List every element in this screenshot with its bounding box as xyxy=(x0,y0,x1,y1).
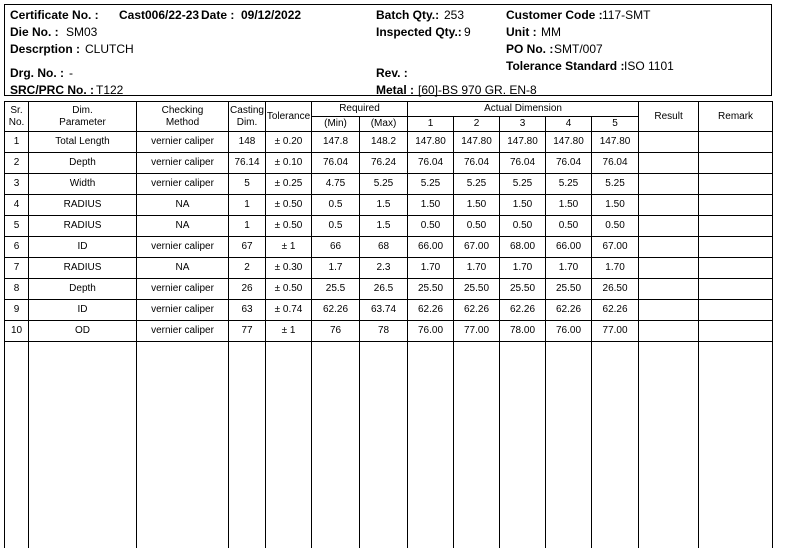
result-cell xyxy=(639,237,699,258)
sr-cell: 4 xyxy=(5,195,29,216)
remark-cell xyxy=(699,153,773,174)
unit-value: MM xyxy=(541,25,561,39)
method-cell: vernier caliper xyxy=(137,153,229,174)
actual-2-cell: 0.50 xyxy=(454,216,500,237)
max-cell: 26.5 xyxy=(360,279,408,300)
actual-3-cell: 1.50 xyxy=(500,195,546,216)
actual-5-cell: 5.25 xyxy=(592,174,639,195)
customer-value: 117-SMT xyxy=(602,8,650,22)
actual-1-cell: 25.50 xyxy=(408,279,454,300)
remark-cell xyxy=(699,132,773,153)
actual-5-cell: 0.50 xyxy=(592,216,639,237)
table-row xyxy=(5,153,773,174)
method-cell: vernier caliper xyxy=(137,300,229,321)
max-cell: 76.24 xyxy=(360,153,408,174)
actual-4-cell: 1.50 xyxy=(546,195,592,216)
table-row xyxy=(5,237,773,258)
casting-cell: 5 xyxy=(229,174,266,195)
result-cell xyxy=(639,174,699,195)
sr-cell: 6 xyxy=(5,237,29,258)
actual-5-cell: 62.26 xyxy=(592,300,639,321)
min-cell: 4.75 xyxy=(312,174,360,195)
table-blank-area xyxy=(5,342,773,548)
result-cell xyxy=(639,153,699,174)
src-value: T122 xyxy=(96,83,123,97)
actual-4-cell: 25.50 xyxy=(546,279,592,300)
actual-2-cell: 77.00 xyxy=(454,321,500,342)
actual-3-cell: 68.00 xyxy=(500,237,546,258)
actual-1-cell: 1.50 xyxy=(408,195,454,216)
param-cell: ID xyxy=(29,300,137,321)
actual-4-cell: 0.50 xyxy=(546,216,592,237)
table-row xyxy=(5,174,773,195)
min-cell: 76 xyxy=(312,321,360,342)
actual-2-cell: 76.04 xyxy=(454,153,500,174)
actual-5-cell: 1.50 xyxy=(592,195,639,216)
actual-5-cell: 76.04 xyxy=(592,153,639,174)
remark-cell xyxy=(699,279,773,300)
col-casting-header: Casting Dim. xyxy=(229,102,266,132)
max-cell: 1.5 xyxy=(360,216,408,237)
result-cell xyxy=(639,132,699,153)
po-label: PO No. : xyxy=(506,42,553,56)
col-actual-4-header: 4 xyxy=(546,117,592,132)
actual-2-cell: 1.50 xyxy=(454,195,500,216)
actual-4-cell: 5.25 xyxy=(546,174,592,195)
customer-label: Customer Code : xyxy=(506,8,603,22)
result-cell xyxy=(639,300,699,321)
actual-3-cell: 5.25 xyxy=(500,174,546,195)
actual-2-cell: 62.26 xyxy=(454,300,500,321)
method-cell: NA xyxy=(137,216,229,237)
po-value: SMT/007 xyxy=(554,42,603,56)
sr-cell: 5 xyxy=(5,216,29,237)
method-cell: vernier caliper xyxy=(137,279,229,300)
sr-cell: 9 xyxy=(5,300,29,321)
col-actual-5-header: 5 xyxy=(592,117,639,132)
table-row xyxy=(5,300,773,321)
description-label: Descrption : xyxy=(10,42,80,56)
date-label: Date : xyxy=(201,8,234,22)
sr-cell: 7 xyxy=(5,258,29,279)
param-cell: Depth xyxy=(29,279,137,300)
method-cell: vernier caliper xyxy=(137,132,229,153)
min-cell: 1.7 xyxy=(312,258,360,279)
casting-cell: 26 xyxy=(229,279,266,300)
casting-cell: 2 xyxy=(229,258,266,279)
sr-cell: 3 xyxy=(5,174,29,195)
sr-cell: 10 xyxy=(5,321,29,342)
batch-value: 253 xyxy=(444,8,464,22)
min-cell: 76.04 xyxy=(312,153,360,174)
casting-cell: 76.14 xyxy=(229,153,266,174)
col-actual-1-header: 1 xyxy=(408,117,454,132)
col-tolerance-header: Tolerance xyxy=(266,102,312,132)
table-header-row xyxy=(5,102,773,117)
tolerance-cell: ± 1 xyxy=(266,321,312,342)
actual-1-cell: 76.00 xyxy=(408,321,454,342)
actual-5-cell: 67.00 xyxy=(592,237,639,258)
table-row xyxy=(5,132,773,153)
remark-cell xyxy=(699,216,773,237)
metal-label: Metal : xyxy=(376,83,414,97)
min-cell: 62.26 xyxy=(312,300,360,321)
casting-cell: 77 xyxy=(229,321,266,342)
inspected-label: Inspected Qty.: xyxy=(376,25,462,39)
casting-cell: 1 xyxy=(229,216,266,237)
unit-label: Unit : xyxy=(506,25,537,39)
param-cell: RADIUS xyxy=(29,195,137,216)
col-actual-3-header: 3 xyxy=(500,117,546,132)
casting-cell: 63 xyxy=(229,300,266,321)
actual-1-cell: 62.26 xyxy=(408,300,454,321)
remark-cell xyxy=(699,321,773,342)
sr-cell: 2 xyxy=(5,153,29,174)
method-cell: NA xyxy=(137,195,229,216)
method-cell: vernier caliper xyxy=(137,237,229,258)
die-value: SM03 xyxy=(66,25,97,39)
inspected-value: 9 xyxy=(464,25,471,39)
inspection-table xyxy=(4,101,773,548)
tolerance-cell: ± 0.30 xyxy=(266,258,312,279)
actual-2-cell: 5.25 xyxy=(454,174,500,195)
certificate-number: Cast006/22-23 xyxy=(119,8,199,22)
method-cell: vernier caliper xyxy=(137,174,229,195)
actual-4-cell: 62.26 xyxy=(546,300,592,321)
actual-1-cell: 5.25 xyxy=(408,174,454,195)
max-cell: 68 xyxy=(360,237,408,258)
rev-label: Rev. : xyxy=(376,66,408,80)
actual-2-cell: 25.50 xyxy=(454,279,500,300)
actual-5-cell: 77.00 xyxy=(592,321,639,342)
src-label: SRC/PRC No. : xyxy=(10,83,94,97)
col-max-header: (Max) xyxy=(360,117,408,132)
min-cell: 0.5 xyxy=(312,216,360,237)
actual-3-cell: 0.50 xyxy=(500,216,546,237)
actual-2-cell: 67.00 xyxy=(454,237,500,258)
col-actual-2-header: 2 xyxy=(454,117,500,132)
casting-cell: 67 xyxy=(229,237,266,258)
actual-3-cell: 76.04 xyxy=(500,153,546,174)
actual-5-cell: 26.50 xyxy=(592,279,639,300)
actual-1-cell: 147.80 xyxy=(408,132,454,153)
actual-4-cell: 76.04 xyxy=(546,153,592,174)
col-method-header: Checking Method xyxy=(137,102,229,132)
casting-cell: 148 xyxy=(229,132,266,153)
actual-2-cell: 147.80 xyxy=(454,132,500,153)
param-cell: Width xyxy=(29,174,137,195)
max-cell: 1.5 xyxy=(360,195,408,216)
method-cell: vernier caliper xyxy=(137,321,229,342)
actual-2-cell: 1.70 xyxy=(454,258,500,279)
col-param-header: Dim. Parameter xyxy=(29,102,137,132)
col-result-header: Result xyxy=(639,102,699,132)
sr-cell: 8 xyxy=(5,279,29,300)
table-row xyxy=(5,195,773,216)
tolerance-cell: ± 0.50 xyxy=(266,216,312,237)
actual-4-cell: 147.80 xyxy=(546,132,592,153)
col-actual-header: Actual Dimension xyxy=(408,102,639,117)
tolerance-standard-value: ISO 1101 xyxy=(624,59,674,73)
tolerance-standard-label: Tolerance Standard : xyxy=(506,59,624,73)
metal-value: [60]-BS 970 GR. EN-8 xyxy=(418,83,537,97)
actual-5-cell: 147.80 xyxy=(592,132,639,153)
table-row xyxy=(5,216,773,237)
col-remark-header: Remark xyxy=(699,102,773,132)
actual-1-cell: 76.04 xyxy=(408,153,454,174)
param-cell: ID xyxy=(29,237,137,258)
batch-label: Batch Qty.: xyxy=(376,8,439,22)
drg-label: Drg. No. : xyxy=(10,66,64,80)
drg-value: - xyxy=(69,66,73,80)
table-row xyxy=(5,279,773,300)
actual-1-cell: 1.70 xyxy=(408,258,454,279)
actual-1-cell: 66.00 xyxy=(408,237,454,258)
die-label: Die No. : xyxy=(10,25,59,39)
tolerance-cell: ± 0.25 xyxy=(266,174,312,195)
result-cell xyxy=(639,258,699,279)
param-cell: Depth xyxy=(29,153,137,174)
result-cell xyxy=(639,195,699,216)
table-row xyxy=(5,321,773,342)
actual-3-cell: 147.80 xyxy=(500,132,546,153)
max-cell: 63.74 xyxy=(360,300,408,321)
sr-cell: 1 xyxy=(5,132,29,153)
tolerance-cell: ± 0.50 xyxy=(266,279,312,300)
min-cell: 25.5 xyxy=(312,279,360,300)
actual-4-cell: 76.00 xyxy=(546,321,592,342)
col-sr-header: Sr. No. xyxy=(5,102,29,132)
remark-cell xyxy=(699,174,773,195)
actual-5-cell: 1.70 xyxy=(592,258,639,279)
tolerance-cell: ± 1 xyxy=(266,237,312,258)
description-value: CLUTCH xyxy=(85,42,134,56)
remark-cell xyxy=(699,300,773,321)
casting-cell: 1 xyxy=(229,195,266,216)
max-cell: 5.25 xyxy=(360,174,408,195)
param-cell: RADIUS xyxy=(29,216,137,237)
remark-cell xyxy=(699,258,773,279)
param-cell: Total Length xyxy=(29,132,137,153)
remark-cell xyxy=(699,195,773,216)
actual-4-cell: 1.70 xyxy=(546,258,592,279)
param-cell: OD xyxy=(29,321,137,342)
tolerance-cell: ± 0.50 xyxy=(266,195,312,216)
table-row xyxy=(5,258,773,279)
actual-4-cell: 66.00 xyxy=(546,237,592,258)
date-value: 09/12/2022 xyxy=(241,8,301,22)
actual-3-cell: 62.26 xyxy=(500,300,546,321)
tolerance-cell: ± 0.20 xyxy=(266,132,312,153)
min-cell: 0.5 xyxy=(312,195,360,216)
actual-3-cell: 78.00 xyxy=(500,321,546,342)
result-cell xyxy=(639,279,699,300)
max-cell: 2.3 xyxy=(360,258,408,279)
actual-3-cell: 25.50 xyxy=(500,279,546,300)
tolerance-cell: ± 0.10 xyxy=(266,153,312,174)
min-cell: 66 xyxy=(312,237,360,258)
col-min-header: (Min) xyxy=(312,117,360,132)
result-cell xyxy=(639,216,699,237)
max-cell: 78 xyxy=(360,321,408,342)
certificate-header xyxy=(4,4,772,96)
max-cell: 148.2 xyxy=(360,132,408,153)
min-cell: 147.8 xyxy=(312,132,360,153)
remark-cell xyxy=(699,237,773,258)
tolerance-cell: ± 0.74 xyxy=(266,300,312,321)
param-cell: RADIUS xyxy=(29,258,137,279)
result-cell xyxy=(639,321,699,342)
method-cell: NA xyxy=(137,258,229,279)
col-required-header: Required xyxy=(312,102,408,117)
certificate-label: Certificate No. : xyxy=(10,8,99,22)
actual-3-cell: 1.70 xyxy=(500,258,546,279)
actual-1-cell: 0.50 xyxy=(408,216,454,237)
